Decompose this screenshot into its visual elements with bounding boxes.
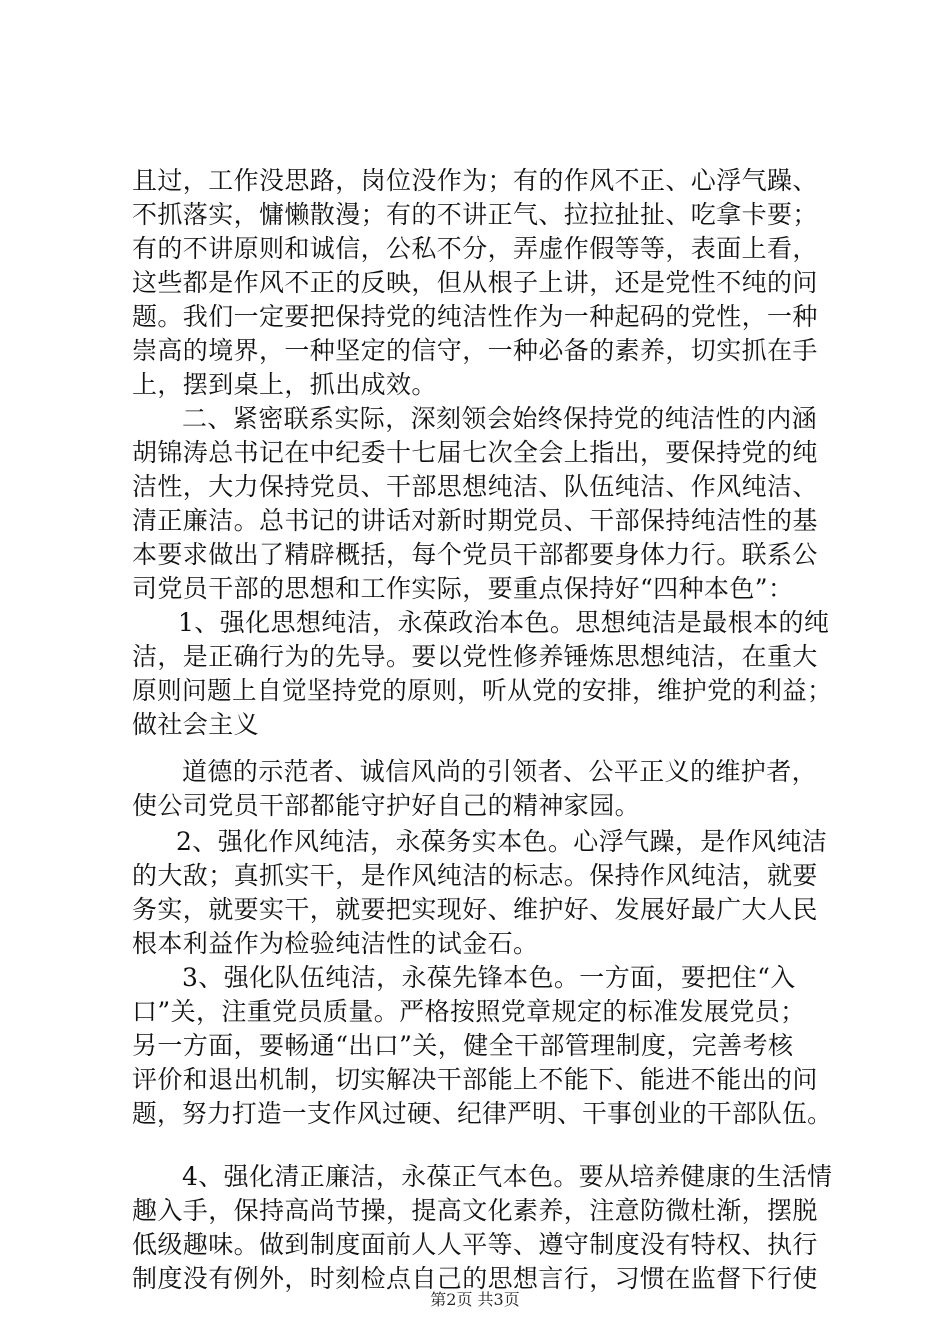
list-item-line: 1、强化思想纯洁，永葆政治本色。思想纯洁是最根本的纯 (178, 608, 830, 637)
paragraph-line: 洁性，大力保持党员、干部思想纯洁、队伍纯洁、作风纯洁、 (132, 472, 818, 501)
paragraph-line: 题，努力打造一支作风过硬、纪律严明、干事创业的干部队伍。 (132, 1099, 833, 1128)
paragraph-line: 制度没有例外，时刻检点自己的思想言行，习惯在监督下行使 (132, 1264, 818, 1293)
section-heading: 二、紧密联系实际，深刻领会始终保持党的纯洁性的内涵 (182, 404, 818, 433)
list-item-line: 4、强化清正廉洁，永葆正气本色。要从培养健康的生活情 (182, 1162, 833, 1191)
page-number-footer: 第2页 共3页 (430, 1290, 520, 1309)
paragraph-line: 且过，工作没思路，岗位没作为；有的作风不正、心浮气躁、 (132, 166, 818, 195)
paragraph-line: 低级趣味。做到制度面前人人平等、遵守制度没有特权、执行 (132, 1230, 818, 1259)
paragraph-line: 这些都是作风不正的反映，但从根子上讲，还是党性不纯的问 (132, 268, 818, 297)
paragraph-line: 的大敌；真抓实干，是作风纯洁的标志。保持作风纯洁，就要 (132, 861, 818, 890)
paragraph-line: 胡锦涛总书记在中纪委十七届七次全会上指出，要保持党的纯 (132, 438, 818, 467)
paragraph-line: 司党员干部的思想和工作实际，要重点保持好“四种本色”： (132, 574, 794, 603)
paragraph-line: 根本利益作为检验纯洁性的试金石。 (132, 929, 539, 958)
paragraph-line: 题。我们一定要把保持党的纯洁性作为一种起码的党性，一种 (132, 302, 818, 331)
paragraph-line: 另一方面，要畅通“出口”关，健全干部管理制度，完善考核 (132, 1031, 794, 1060)
paragraph-line: 道德的示范者、诚信风尚的引领者、公平正义的维护者， (182, 757, 818, 786)
paragraph-line: 崇高的境界，一种坚定的信守，一种必备的素养，切实抓在手 (132, 336, 818, 365)
paragraph-line: 洁，是正确行为的先导。要以党性修养锤炼思想纯洁，在重大 (132, 642, 818, 671)
list-item-line: 3、强化队伍纯洁，永葆先锋本色。一方面，要把住“入 (182, 963, 796, 992)
paragraph-line: 使公司党员干部都能守护好自己的精神家园。 (132, 791, 641, 820)
paragraph-line: 有的不讲原则和诚信，公私不分，弄虚作假等等，表面上看， (132, 234, 818, 263)
paragraph-line: 不抓落实，慵懒散漫；有的不讲正气、拉拉扯扯、吃拿卡要； (132, 200, 818, 229)
list-item-line: 2、强化作风纯洁，永葆务实本色。心浮气躁，是作风纯洁 (176, 827, 828, 856)
paragraph-line: 本要求做出了精辟概括，每个党员干部都要身体力行。联系公 (132, 540, 818, 569)
paragraph-line: 趣入手，保持高尚节操，提高文化素养，注意防微杜渐，摆脱 (132, 1196, 818, 1225)
paragraph-line: 口”关，注重党员质量。严格按照党章规定的标准发展党员； (132, 997, 806, 1026)
paragraph-line: 务实，就要实干，就要把实现好、维护好、发展好最广大人民 (132, 895, 818, 924)
paragraph-line: 原则问题上自觉坚持党的原则，听从党的安排，维护党的利益； (132, 676, 833, 705)
paragraph-line: 清正廉洁。总书记的讲话对新时期党员、干部保持纯洁性的基 (132, 506, 818, 535)
paragraph-line: 评价和退出机制，切实解决干部能上不能下、能进不能出的问 (132, 1065, 818, 1094)
paragraph-line: 上，摆到桌上，抓出成效。 (132, 370, 437, 399)
paragraph-line: 做社会主义 (132, 710, 260, 739)
